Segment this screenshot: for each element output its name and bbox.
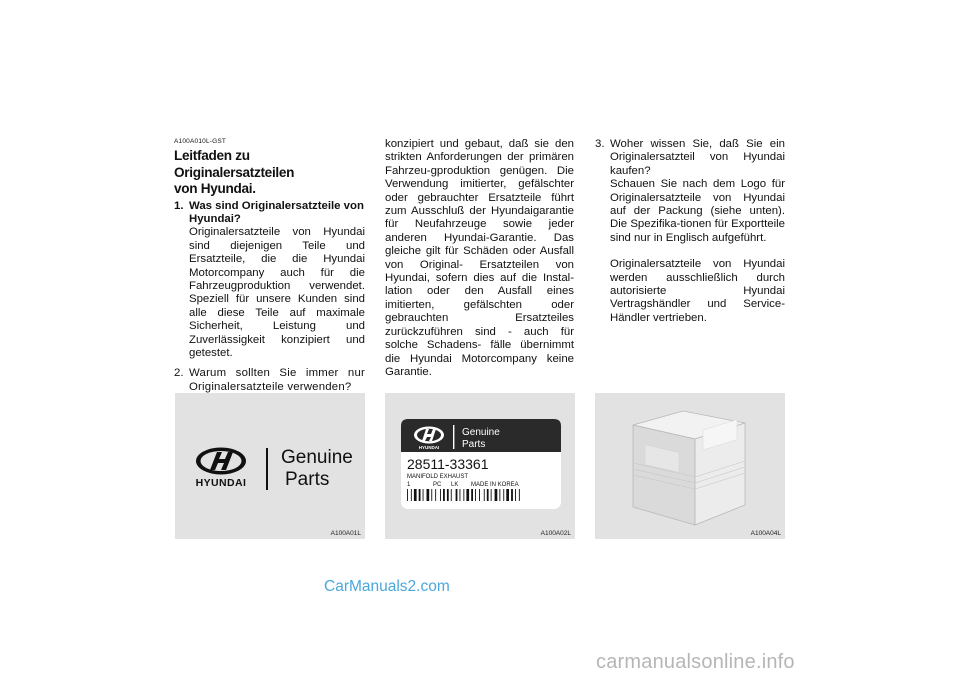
question-3 <box>595 138 785 178</box>
figure-part-label <box>385 393 575 539</box>
label-parts: Parts <box>462 439 486 450</box>
barcode-bar <box>440 489 441 501</box>
figure-parts-box <box>595 393 785 539</box>
figure-genuine-parts-logo <box>175 393 365 539</box>
section-heading <box>174 148 365 198</box>
barcode-bar <box>423 489 424 501</box>
barcode-bar <box>499 489 500 501</box>
figure-caption: A100A02L <box>540 530 571 537</box>
barcode-bar <box>443 489 445 501</box>
heading-line-1: Leitfaden zu Originalersatzteilen <box>174 148 295 180</box>
label-genuine: Genuine <box>462 427 500 438</box>
barcode-bar <box>456 489 458 501</box>
barcode-bar <box>427 489 430 501</box>
question-1-body: Originalersatzteile von Hyundai sind diejenigen Teile und Ersatzteile, die die Hyundai Motorcompany auch für die Fahrzeugproduktion verwendet. Speziell für unsere Kunden sind alle diese Teile auf maximale Sicherheit, Leistung und Zuverlässigkeit konzipiert und getestet. <box>189 226 365 359</box>
part-qty: 1 <box>407 482 411 488</box>
barcode-bar <box>447 489 449 501</box>
question-1-number: 1. <box>174 199 184 212</box>
svg-text:HYUNDAI: HYUNDAI <box>418 445 440 450</box>
question-1-title-b: Hyundai? <box>189 212 241 225</box>
question-1-title-a: Was sind Originalersatzteile von <box>189 199 364 212</box>
hyundai-wordmark: HYUNDAI <box>195 477 247 489</box>
barcode-bar <box>407 489 408 501</box>
barcode-bar <box>511 489 513 501</box>
barcode-bar <box>463 489 464 501</box>
logo-divider <box>266 448 268 490</box>
question-3-title: Woher wissen Sie, daß Sie ein Originalersatzteil von Hyundai kaufen? <box>610 138 785 177</box>
part-number: 28511-33361 <box>407 456 489 472</box>
part-name: MANIFOLD EXHAUST <box>407 474 469 480</box>
part-unit: PC <box>433 482 442 488</box>
genuine-label: Genuine <box>281 447 353 468</box>
question-3-number: 3. <box>595 138 605 150</box>
barcode-bar <box>475 489 476 501</box>
text-column-3 <box>595 138 785 338</box>
watermark-link[interactable]: CarManuals2.com <box>324 578 450 595</box>
part-code: LK <box>451 482 459 488</box>
text-column-2 <box>385 138 574 379</box>
section-code: A100A010L-GST <box>174 138 227 145</box>
question-2-number: 2. <box>174 367 184 380</box>
barcode-bar <box>495 489 498 501</box>
footer-watermark: carmanualsonline.info <box>596 651 795 673</box>
barcode-bar <box>506 489 509 501</box>
part-label-graphic <box>385 393 575 539</box>
barcode-bar <box>466 489 469 501</box>
question-2-title: Warum sollten Sie immer nur Originalersatzteile verwenden? <box>189 367 365 393</box>
barcode-bar <box>491 489 492 501</box>
barcode-bar <box>519 489 520 501</box>
figure-caption: A100A01L <box>330 530 361 537</box>
barcode-bar <box>484 489 485 501</box>
part-origin: MADE IN KOREA <box>471 482 519 488</box>
barcode-bar <box>479 489 480 501</box>
hyundai-emblem-icon <box>196 448 246 475</box>
parts-box-graphic <box>595 393 785 539</box>
barcode-bar <box>435 489 436 501</box>
text-column-1 <box>174 138 365 421</box>
question-1 <box>174 200 365 361</box>
barcode-bar <box>419 489 421 501</box>
barcode-bar <box>451 489 452 501</box>
hyundai-emblem-icon <box>414 427 444 444</box>
barcode-bar <box>411 489 412 501</box>
heading-line-2: von Hyundai. <box>174 181 256 196</box>
question-3-body-1: Schauen Sie nach dem Logo für Originalersatzteile von Hyundai auf der Packung (siehe unten). Die Spezifika-tionen für Exportteile sind nur in Englisch aufgeführt. <box>610 178 785 244</box>
question-3-body-2: Originalersatzteile von Hyundai werden ausschließlich durch autorisierte Hyundai Vertragshändler und Service-Händler vertrieben. <box>610 258 785 324</box>
figure-caption: A100A04L <box>750 530 781 537</box>
genuine-parts-logo-graphic <box>175 393 365 539</box>
barcode-bar <box>503 489 504 501</box>
parts-label: Parts <box>285 469 330 490</box>
barcode-bar <box>460 489 461 501</box>
barcode-bar <box>414 489 417 501</box>
header-divider <box>453 425 454 449</box>
barcode-bar <box>431 489 432 501</box>
barcode-bar <box>487 489 489 501</box>
barcode-bar <box>471 489 473 501</box>
barcode-bar <box>515 489 516 501</box>
column-2-body: konzipiert und gebaut, daß sie den strikten Anforderungen der primären Fahrzeu-gproduktion genügen. Die Verwendung imitierter, gefälschter oder gebrauchter Ersatzteile führt zum Ausschluß der Hyundaigarantie für Neufahrzeuge sowie jeder anderen Hyundai-Garantie. Das gleiche gilt für Schäden oder Ausfall von Original- Ersatzteilen von Hyundai, sofern dies auf die Instal-lation oder den Ausfall eines imitierten, gefälschten oder gebrauchten Ersatzteiles zurückzuführen sind - auch für solche Schadens- fälle übernimmt die Hyundai Motorcompany keine Garantie. <box>385 138 574 378</box>
